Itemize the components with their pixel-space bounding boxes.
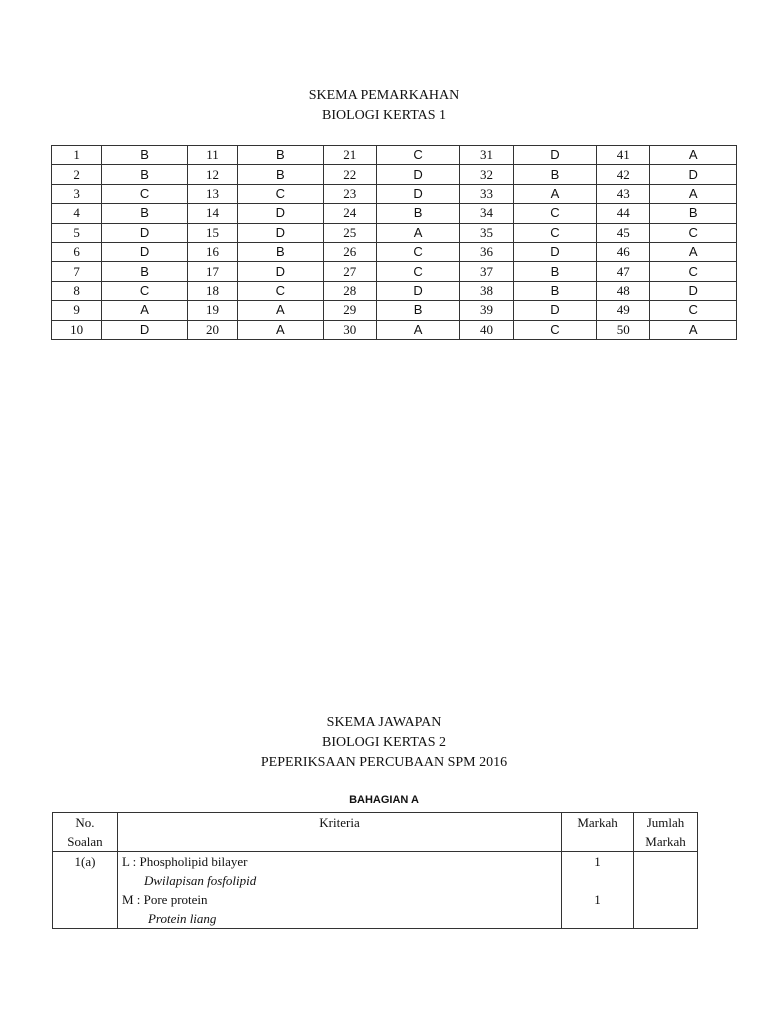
answer-letter: B	[238, 146, 324, 165]
title-line-1: SKEMA JAWAPAN	[326, 715, 442, 730]
answer-letter: D	[513, 146, 597, 165]
answer-letter: A	[650, 184, 737, 203]
table-header-row	[53, 813, 698, 852]
mark-value: 1	[594, 892, 601, 907]
answer-letter: B	[102, 262, 188, 281]
question-number: 24	[323, 204, 376, 223]
question-number: 23	[323, 184, 376, 203]
answer-letter: D	[102, 320, 188, 339]
header-jumlah-markah	[634, 813, 698, 852]
answer-letter: B	[376, 204, 460, 223]
question-number: 40	[460, 320, 513, 339]
header-no-line1: No.	[75, 815, 95, 830]
question-number: 1	[52, 146, 102, 165]
answer-letter: C	[650, 262, 737, 281]
table-row	[52, 301, 737, 320]
answer-letter: A	[102, 301, 188, 320]
question-number: 2	[52, 165, 102, 184]
header-jumlah-line1: Jumlah	[646, 815, 685, 830]
answer-letter: C	[650, 301, 737, 320]
answer-letter: A	[650, 242, 737, 261]
answer-letter: D	[376, 281, 460, 300]
answer-letter: B	[376, 301, 460, 320]
header-no-line2: Soalan	[67, 834, 103, 849]
answer-letter: B	[650, 204, 737, 223]
header-jumlah-line2: Markah	[645, 834, 686, 849]
answer-letter: C	[376, 242, 460, 261]
question-number: 44	[597, 204, 650, 223]
answer-letter: A	[376, 223, 460, 242]
answer-letter: B	[513, 165, 597, 184]
table-row	[52, 281, 737, 300]
question-number: 26	[323, 242, 376, 261]
answer-key-table	[51, 145, 737, 340]
question-number: 8	[52, 281, 102, 300]
table-row	[52, 165, 737, 184]
answer-letter: C	[650, 223, 737, 242]
question-number: 43	[597, 184, 650, 203]
answer-letter: B	[238, 242, 324, 261]
question-number: 49	[597, 301, 650, 320]
section-label: BAHAGIAN A	[349, 794, 419, 806]
table-row	[52, 262, 737, 281]
answer-letter: A	[650, 320, 737, 339]
answer-letter: D	[376, 165, 460, 184]
question-number: 6	[52, 242, 102, 261]
mark-value: 1	[594, 854, 601, 869]
answer-letter: B	[513, 262, 597, 281]
question-number: 29	[323, 301, 376, 320]
question-number: 17	[187, 262, 237, 281]
answer-letter: C	[376, 146, 460, 165]
criteria-line: M : Pore protein	[121, 892, 208, 907]
question-number: 16	[187, 242, 237, 261]
question-number: 34	[460, 204, 513, 223]
header-no-soalan	[53, 813, 118, 852]
question-number: 5	[52, 223, 102, 242]
answer-letter: C	[513, 204, 597, 223]
question-number: 9	[52, 301, 102, 320]
answer-letter: D	[102, 223, 188, 242]
answer-letter: A	[376, 320, 460, 339]
answer-letter: D	[513, 301, 597, 320]
answer-letter: C	[513, 223, 597, 242]
question-number: 36	[460, 242, 513, 261]
question-number: 42	[597, 165, 650, 184]
question-number: 31	[460, 146, 513, 165]
question-number: 25	[323, 223, 376, 242]
question-number: 12	[187, 165, 237, 184]
question-number: 18	[187, 281, 237, 300]
jumlah-cell	[634, 852, 698, 929]
title-line-3: PEPERIKSAAN PERCUBAAN SPM 2016	[260, 755, 508, 770]
question-number: 39	[460, 301, 513, 320]
answer-letter: D	[238, 204, 324, 223]
answer-letter: A	[650, 146, 737, 165]
question-number: 48	[597, 281, 650, 300]
question-number: 22	[323, 165, 376, 184]
question-number: 32	[460, 165, 513, 184]
question-number: 27	[323, 262, 376, 281]
question-number: 14	[187, 204, 237, 223]
answer-letter: D	[238, 223, 324, 242]
title-line-1: SKEMA PEMARKAHAN	[308, 88, 460, 103]
question-number: 15	[187, 223, 237, 242]
question-number: 13	[187, 184, 237, 203]
markah-cell	[562, 852, 634, 929]
answer-letter: C	[102, 184, 188, 203]
answer-letter: D	[650, 281, 737, 300]
question-number: 11	[187, 146, 237, 165]
question-number: 3	[52, 184, 102, 203]
table-row	[52, 320, 737, 339]
criteria-line: Dwilapisan fosfolipid	[143, 873, 257, 888]
answer-letter: D	[650, 165, 737, 184]
answer-letter: C	[376, 262, 460, 281]
question-number: 19	[187, 301, 237, 320]
answer-letter: B	[102, 204, 188, 223]
criteria-cell	[117, 852, 561, 929]
question-number: 30	[323, 320, 376, 339]
answer-letter: D	[238, 262, 324, 281]
criteria-line: L : Phospholipid bilayer	[121, 854, 248, 869]
answer-letter: D	[376, 184, 460, 203]
question-number: 28	[323, 281, 376, 300]
table-row	[52, 146, 737, 165]
question-number: 1(a)	[53, 852, 118, 929]
title-line-2: BIOLOGI KERTAS 1	[321, 108, 447, 123]
answer-letter: C	[513, 320, 597, 339]
answer-letter: C	[102, 281, 188, 300]
answer-letter: B	[102, 165, 188, 184]
answer-letter: B	[238, 165, 324, 184]
question-number: 50	[597, 320, 650, 339]
table-row	[52, 223, 737, 242]
answer-letter: D	[102, 242, 188, 261]
answer-key-title	[0, 86, 768, 126]
answer-letter: A	[238, 301, 324, 320]
answer-letter: B	[102, 146, 188, 165]
table-row	[52, 184, 737, 203]
answer-letter: C	[238, 281, 324, 300]
header-markah: Markah	[562, 813, 634, 852]
answer-letter: A	[238, 320, 324, 339]
question-number: 20	[187, 320, 237, 339]
answer-letter: D	[513, 242, 597, 261]
question-number: 38	[460, 281, 513, 300]
question-number: 41	[597, 146, 650, 165]
question-number: 46	[597, 242, 650, 261]
table-row	[52, 242, 737, 261]
question-number: 33	[460, 184, 513, 203]
table-row	[53, 852, 698, 929]
question-number: 47	[597, 262, 650, 281]
marking-scheme-title	[0, 713, 768, 773]
criteria-line: Protein liang	[147, 911, 217, 926]
answer-letter: B	[513, 281, 597, 300]
question-number: 35	[460, 223, 513, 242]
mark-value	[566, 909, 629, 928]
question-number: 37	[460, 262, 513, 281]
table-row	[52, 204, 737, 223]
answer-letter: A	[513, 184, 597, 203]
header-kriteria: Kriteria	[117, 813, 561, 852]
question-number: 45	[597, 223, 650, 242]
answer-letter: C	[238, 184, 324, 203]
mark-value	[566, 871, 629, 890]
marking-scheme-table	[52, 812, 698, 929]
title-line-2: BIOLOGI KERTAS 2	[321, 735, 447, 750]
question-number: 21	[323, 146, 376, 165]
question-number: 4	[52, 204, 102, 223]
question-number: 7	[52, 262, 102, 281]
question-number: 10	[52, 320, 102, 339]
